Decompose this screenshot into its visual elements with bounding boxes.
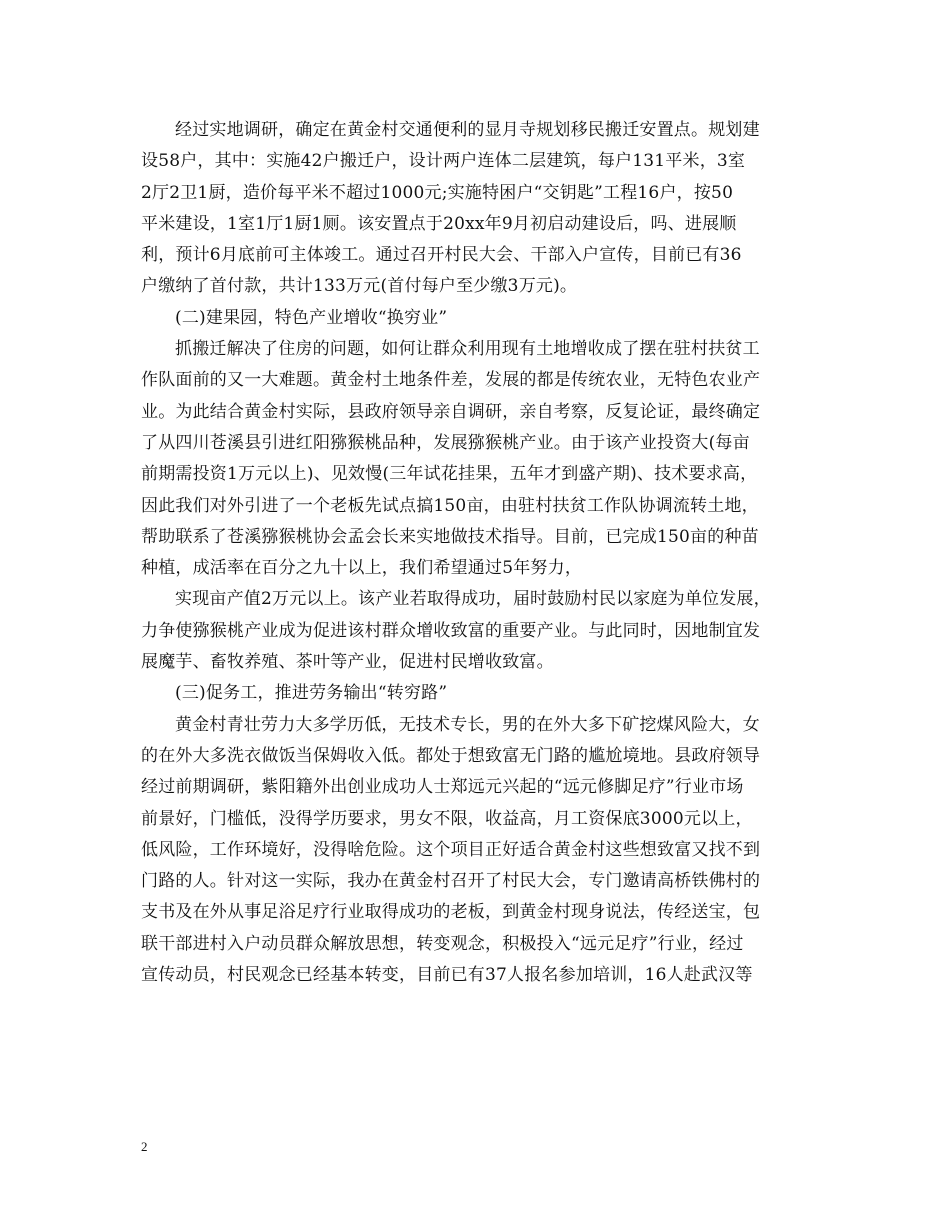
- text-line: (二)建果园，特色产业增收“换穷业”: [175, 307, 448, 328]
- paragraph: [141, 115, 811, 303]
- text-line: 平米建设，1室1厅1厨1厕。该安置点于20xx年9月初启动建设后，吗、进展顺: [141, 213, 737, 234]
- text-line: 黄金村青壮劳力大多学历低，无技术专长，男的在外大多下矿挖煤风险大，女: [175, 714, 760, 735]
- text-line: 业。为此结合黄金村实际，县政府领导亲自调研，亲自考察，反复论证，最终确定: [141, 401, 761, 422]
- paragraph: [141, 678, 811, 709]
- text-line: 联干部进村入户动员群众解放思想，转变观念，积极投入“远元足疗”行业，经过: [141, 933, 744, 954]
- text-line: 设58户，其中：实施42户搬迁户，设计两户连体二层建筑，每户131平米，3室: [141, 151, 746, 172]
- text-line: 前景好，门槛低，没得学历要求，男女不限，收益高，月工资保底3000元以上，: [141, 808, 753, 829]
- text-line: (三)促务工，推进劳务输出“转穷路”: [175, 683, 448, 704]
- text-line: 抓搬迁解决了住房的问题，如何让群众利用现有土地增收成了摆在驻村扶贫工: [175, 339, 760, 360]
- paragraph: [141, 303, 811, 334]
- text-line: 种植，成活率在百分之九十以上，我们希望通过5年努力，: [141, 558, 583, 579]
- paragraph: [141, 334, 811, 584]
- text-line: 支书及在外从事足浴足疗行业取得成功的老板，到黄金村现身说法，传经送宝，包: [141, 902, 761, 923]
- text-line: 前期需投资1万元以上)、见效慢(三年试花挂果，五年才到盛产期)、技术要求高，: [141, 464, 758, 485]
- text-line: 宣传动员，村民观念已经基本转变，目前已有37人报名参加培训，16人赴武汉等: [141, 965, 753, 986]
- text-line: 2厅2卫1厨，造价每平米不超过1000元;实施特困户“交钥匙”工程16户，按50: [141, 182, 734, 203]
- text-line: 作队面前的又一大难题。黄金村土地条件差，发展的都是传统农业，无特色农业产: [141, 370, 761, 391]
- text-line: 经过前期调研，紫阳籍外出创业成功人士郑远元兴起的“远元修脚足疗”行业市场: [141, 777, 744, 798]
- paragraph: [141, 584, 811, 678]
- text-line: 展魔芋、畜牧养殖、茶叶等产业，促进村民增收致富。: [141, 652, 554, 673]
- paragraph: [141, 710, 811, 992]
- text-line: 门路的人。针对这一实际，我办在黄金村召开了村民大会，专门邀请高桥铁佛村的: [141, 871, 761, 892]
- text-line: 的在外大多洗衣做饭当保姆收入低。都处于想致富无门路的尴尬境地。县政府领导: [141, 745, 761, 766]
- document-body: [141, 115, 811, 991]
- text-line: 户缴纳了首付款，共计133万元(首付每户至少缴3万元)。: [141, 276, 578, 297]
- text-line: 帮助联系了苍溪猕猴桃协会孟会长来实地做技术指导。目前，已完成150亩的种苗: [141, 526, 759, 547]
- text-line: 因此我们对外引进了一个老板先试点搞150亩，由驻村扶贫工作队协调流转土地，: [141, 495, 759, 516]
- text-line: 力争使猕猴桃产业成为促进该村群众增收致富的重要产业。与此同时，因地制宜发: [141, 620, 761, 641]
- text-line: 经过实地调研，确定在黄金村交通便利的显月寺规划移民搬迁安置点。规划建: [175, 120, 760, 140]
- text-line: 了从四川苍溪县引进红阳猕猴桃品种，发展猕猴桃产业。由于该产业投资大(每亩: [141, 432, 750, 453]
- text-line: 低风险，工作环境好，没得啥危险。这个项目正好适合黄金村这些想致富又找不到: [141, 839, 761, 860]
- text-line: 利，预计6月底前可主体竣工。通过召开村民大会、干部入户宣传，目前已有36: [141, 245, 742, 266]
- text-line: 实现亩产值2万元以上。该产业若取得成功，届时鼓励村民以家庭为单位发展，: [175, 589, 771, 610]
- page-number: 2: [141, 1139, 148, 1154]
